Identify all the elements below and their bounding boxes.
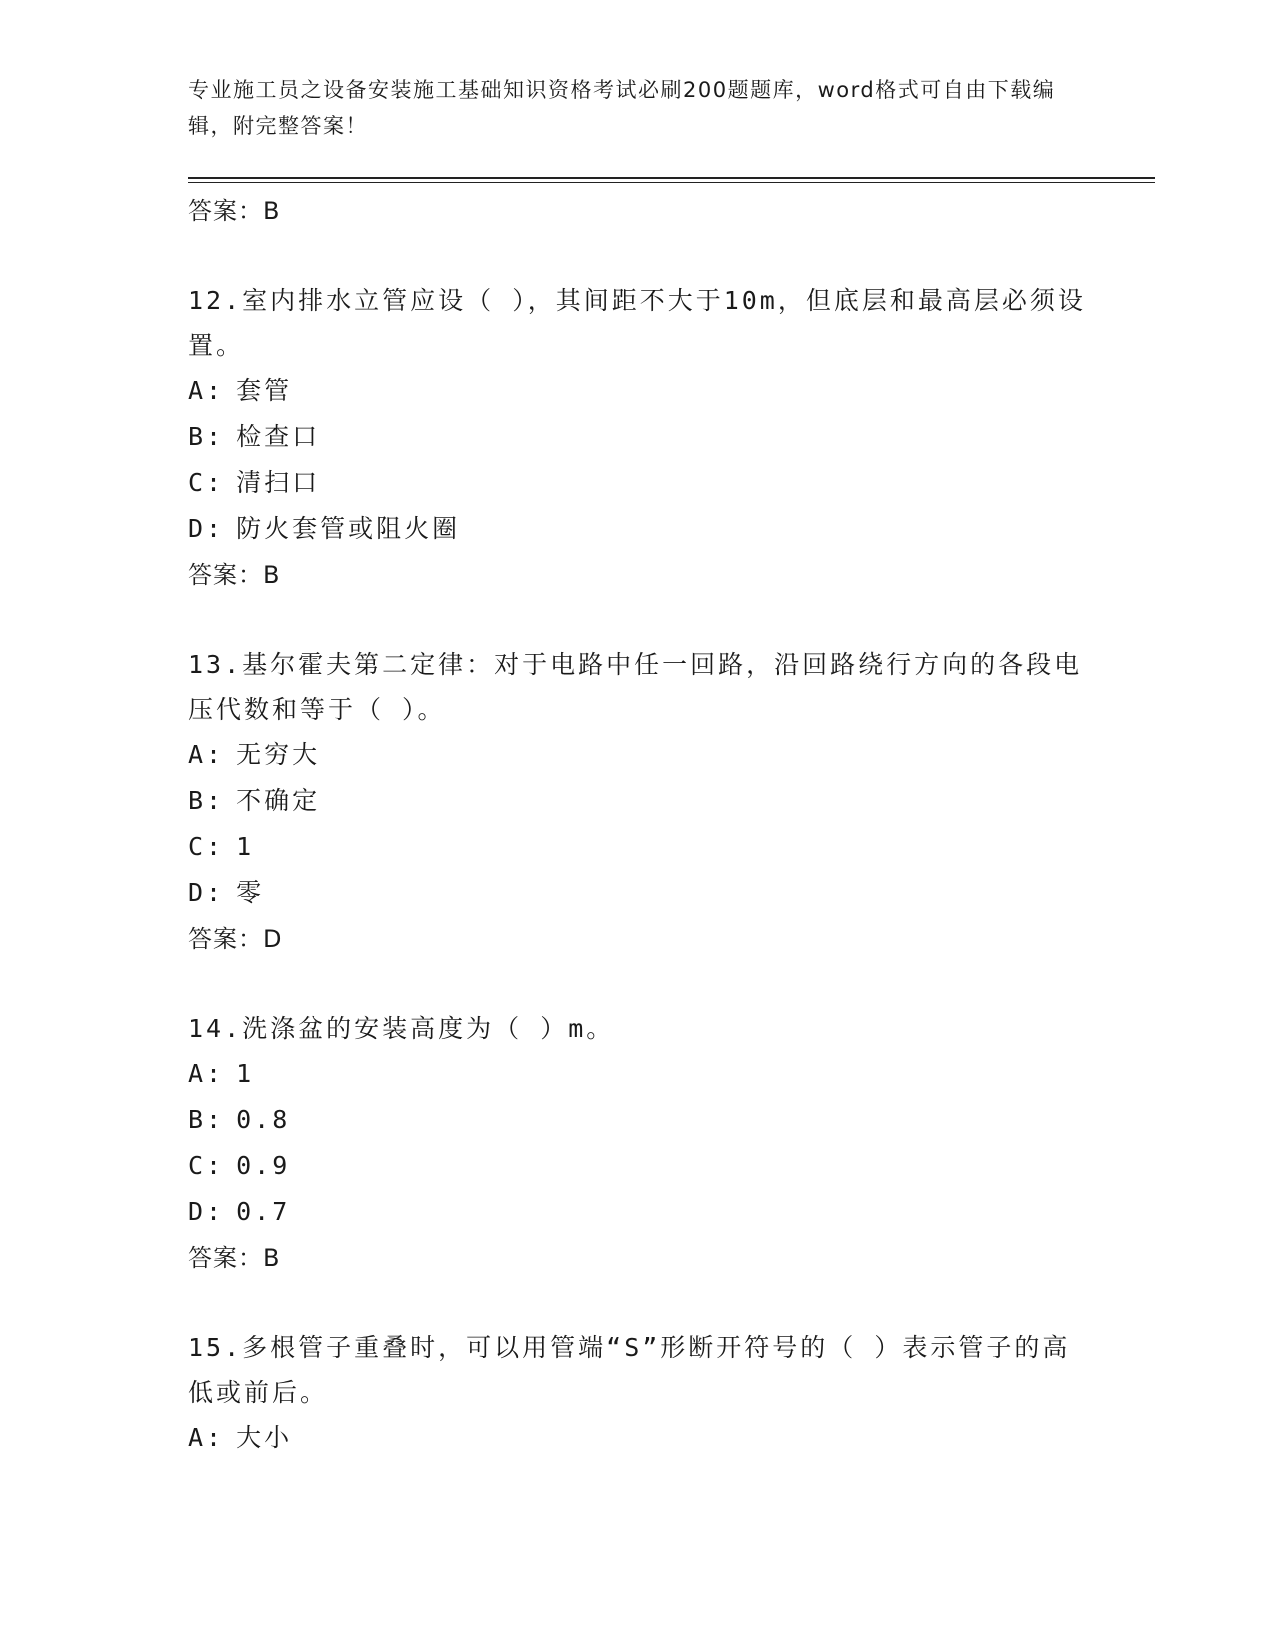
option-a	[188, 1051, 1088, 1097]
option-text: 不确定	[236, 786, 321, 815]
question-stem: 14.洗涤盆的安装高度为（ ）m。	[188, 1014, 615, 1043]
option-key: D:	[188, 1197, 225, 1226]
header-divider	[188, 177, 1155, 179]
header-title: 专业施工员之设备安装施工基础知识资格考试必刷200题题库，word格式可自由下载编辑，附完整答案！	[188, 78, 1056, 138]
option-key: A:	[188, 376, 225, 405]
option-text: 0.7	[236, 1197, 291, 1226]
answer-line: 答案：B	[188, 197, 281, 225]
option-b	[188, 1097, 1088, 1143]
option-text: 无穷大	[236, 740, 321, 769]
question-12	[188, 278, 1088, 598]
option-key: D:	[188, 514, 225, 543]
option-c	[188, 1143, 1088, 1189]
option-key: A:	[188, 1059, 225, 1088]
option-a	[188, 1415, 1088, 1461]
header-divider-thin	[188, 182, 1155, 183]
option-text: 0.9	[236, 1151, 291, 1180]
option-text: 1	[236, 1059, 255, 1088]
question-stem: 13.基尔霍夫第二定律：对于电路中任一回路，沿回路绕行方向的各段电压代数和等于（ ）。	[188, 650, 1083, 724]
option-c	[188, 824, 1088, 870]
option-d	[188, 506, 1088, 552]
option-key: C:	[188, 1151, 225, 1180]
question-stem: 12.室内排水立管应设（ ），其间距不大于10m，但底层和最高层必须设置。	[188, 286, 1086, 360]
option-text: 大小	[236, 1423, 293, 1452]
option-b	[188, 414, 1088, 460]
option-text: 1	[236, 832, 255, 861]
option-key: B:	[188, 422, 225, 451]
question-13	[188, 642, 1088, 962]
option-key: C:	[188, 468, 225, 497]
option-text: 清扫口	[236, 468, 321, 497]
answer-line: 答案：B	[188, 561, 281, 589]
question-stem: 15.多根管子重叠时，可以用管端“S”形断开符号的（ ）表示管子的高低或前后。	[188, 1333, 1071, 1407]
option-a	[188, 368, 1088, 414]
option-key: A:	[188, 1423, 225, 1452]
answer-line: 答案：D	[188, 925, 283, 953]
option-key: C:	[188, 832, 225, 861]
option-text: 检查口	[236, 422, 321, 451]
option-text: 防火套管或阻火圈	[236, 514, 461, 543]
option-text: 零	[236, 878, 265, 907]
option-a	[188, 732, 1088, 778]
option-c	[188, 460, 1088, 506]
option-b	[188, 778, 1088, 824]
option-key: B:	[188, 786, 225, 815]
option-text: 0.8	[236, 1105, 291, 1134]
answer-line: 答案：B	[188, 1244, 281, 1272]
option-d	[188, 870, 1088, 916]
option-key: B:	[188, 1105, 225, 1134]
question-15	[188, 1325, 1088, 1461]
option-d	[188, 1189, 1088, 1235]
option-text: 套管	[236, 376, 293, 405]
option-key: A:	[188, 740, 225, 769]
document-header	[188, 72, 1068, 144]
question-14	[188, 1006, 1088, 1281]
option-key: D:	[188, 878, 225, 907]
document-body	[188, 188, 1088, 1461]
